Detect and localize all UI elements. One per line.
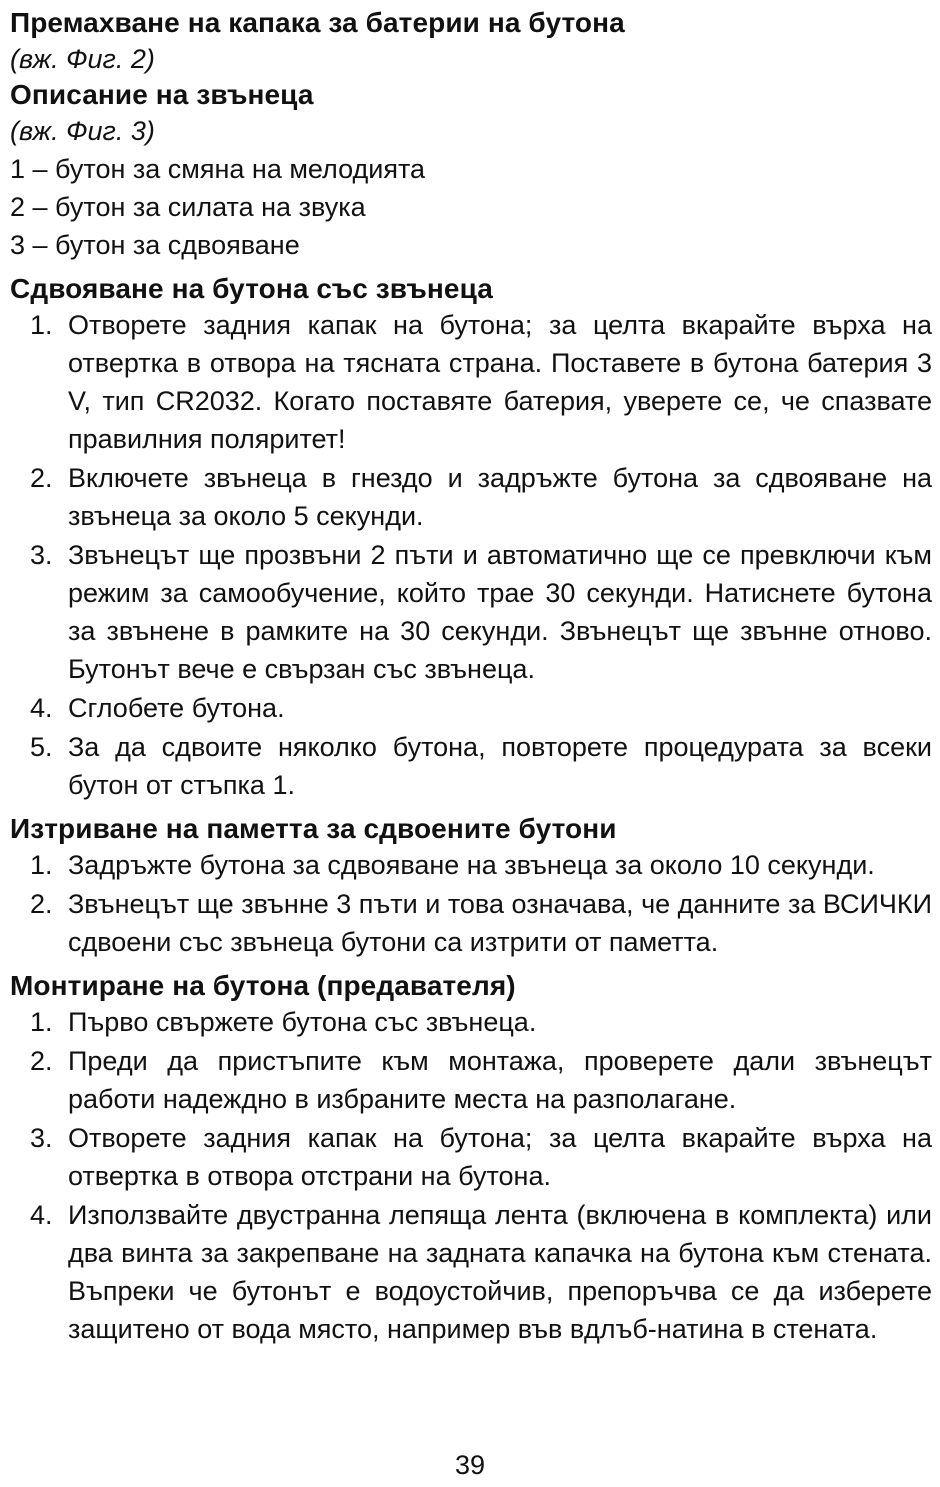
list-item [10,846,932,884]
heading-doorbell-description: Описание на звънеца [10,79,314,110]
step-text: Преди да пристъпите към монтажа, проверете дали звънецът работи надеждно в избраните места на разполагане. [68,1046,932,1114]
pairing-steps [10,306,932,804]
description-line: 1 – бутон за смяна на мелодията [10,154,426,184]
list-item [10,728,932,804]
description-line: 3 – бутон за сдвояване [10,230,300,260]
heading-mounting: Монтиране на бутона (предавателя) [10,970,516,1001]
step-text: Звънецът ще прозвъни 2 пъти и автоматично ще се превключи към режим за самообучение, който трае 30 секунди. Натиснете бутона за звънене в рамките на 30 секунди. Звънецът ще звънне отново. Бутонът вече е свързан със звънеца. [68,540,932,684]
figure-ref-2: (вж. Фиг. 2) [10,44,155,74]
step-text: Звънецът ще звънне 3 пъти и това означава, че данните за ВСИЧКИ сдвоени със звънеца бутони са изтрити от паметта. [68,889,932,957]
step-text: Сглобете бутона. [68,693,285,723]
list-item [10,536,932,688]
step-text: Задръжте бутона за сдвояване на звънеца за около 10 секунди. [68,850,875,880]
document-page [10,6,932,1348]
mounting-steps [10,1003,932,1348]
step-number: 3. [30,540,53,570]
step-number: 1. [30,310,53,340]
list-item [10,1196,932,1348]
list-item [10,885,932,961]
list-item [10,1042,932,1118]
step-number: 1. [30,850,53,880]
list-item [10,459,932,535]
step-text: Използвайте двустранна лепяща лента (включена в комплекта) или два винта за закрепване на задната капачка на бутона към стената. Въпреки че бутонът е водоустойчив, препоръчва се да изберете защитено от вода място, например във вдлъб-натина в стената. [68,1200,932,1344]
figure-ref-3: (вж. Фиг. 3) [10,116,155,146]
step-number: 2. [30,463,53,493]
erase-steps [10,846,932,961]
step-text: Включете звънеца в гнездо и задръжте бутона за сдвояване на звънеца за около 5 секунди. [68,463,932,531]
step-number: 2. [30,889,53,919]
list-item [10,689,932,727]
step-number: 3. [30,1123,53,1153]
step-text: Първо свържете бутона със звънеца. [68,1007,537,1037]
heading-remove-battery-cover: Премахване на капака за батерии на бутона [10,7,625,38]
heading-erase-memory: Изтриване на паметта за сдвоените бутони [10,813,617,844]
list-item [10,306,932,458]
heading-pairing: Сдвояване на бутона със звънеца [10,273,493,304]
list-item [10,1119,932,1195]
step-text: Отворете задния капак на бутона; за целта вкарайте върха на отвертка в отвора отстрани на бутона. [68,1123,932,1191]
description-line: 2 – бутон за силата на звука [10,192,366,222]
page-number: 39 [454,1450,486,1480]
step-text: За да сдвоите няколко бутона, повторете процедурата за всеки бутон от стъпка 1. [68,732,932,800]
step-number: 4. [30,1200,53,1230]
step-number: 4. [30,693,53,723]
step-number: 1. [30,1007,53,1037]
step-number: 5. [30,732,53,762]
step-text: Отворете задния капак на бутона; за целта вкарайте върха на отвертка в отвора на тясната страна. Поставете в бутона батерия 3 V, тип CR2032. Когато поставяте батерия, уверете се, че спазвате правилния поляритет! [68,310,932,454]
step-number: 2. [30,1046,53,1076]
list-item [10,1003,932,1041]
